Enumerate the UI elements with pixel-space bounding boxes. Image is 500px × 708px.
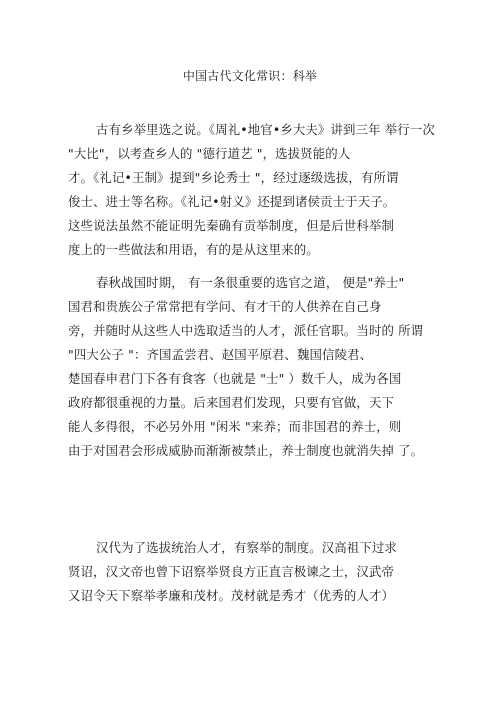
text-line: 贤诏，汉文帝也曾下诏察举贤良方正直言极谏之士，汉武帝 bbox=[68, 564, 395, 579]
text-line: "大比"，以考查乡人的 "德行道艺 "，选拔贤能的人 bbox=[68, 146, 351, 161]
paragraph-2 bbox=[68, 271, 488, 463]
text-line: 楚国春申君门下各有食客（也就是 "士" ）数千人，成为各国 bbox=[68, 371, 402, 386]
text-line: 度上的一些做法和用语，有的是从这里来的。 bbox=[68, 242, 319, 257]
text-line: 能人多得很，不必另外用 "闲米 "来养；而非国君的养士，则 bbox=[68, 419, 402, 434]
text-line: "四大公子 "：齐国孟尝君、赵国平原君、魏国信陵君、 bbox=[68, 347, 373, 362]
text-line: 俊士、进士等名称。《礼记•射义》还提到诸侯贡士于天子。 bbox=[68, 194, 396, 209]
text-line: 政府都很重视的力量。后来国君们发现，只要有官做，天下 bbox=[68, 395, 395, 410]
text-line: 春秋战国时期， 有一条很重要的选官之道， 便是"养士" bbox=[96, 275, 405, 290]
text-line: 汉代为了选拔统治人才，有察举的制度。汉高祖下过求 bbox=[96, 540, 397, 555]
document-title: 中国古代文化常识：科举 bbox=[182, 69, 318, 83]
text-line: 这些说法虽然不能证明先秦确有贡举制度，但是后世科举制 bbox=[68, 218, 395, 233]
text-line: 才。《礼记•王制》提到"乡论秀士 "，经过逐级选拔，有所谓 bbox=[68, 170, 399, 185]
text-line: 由于对国君会形成威胁而渐渐被禁止，养士制度也就消失掉 了。 bbox=[68, 443, 424, 458]
text-line: 古有乡举里选之说。《周礼•地官•乡大夫》讲到三年 举行一次 bbox=[96, 122, 435, 137]
paragraph-3 bbox=[68, 536, 488, 608]
text-line: 国君和贵族公子常常把有学问、有才干的人供养在自己身 bbox=[68, 299, 382, 314]
text-line: 又诏令天下察举孝廉和茂材。茂材就是秀才（优秀的人才） bbox=[68, 588, 395, 603]
text-line: 旁，并随时从这些人中选取适当的人才，派任官职。当时的 所谓 bbox=[68, 323, 424, 338]
paragraph-1 bbox=[68, 118, 488, 262]
